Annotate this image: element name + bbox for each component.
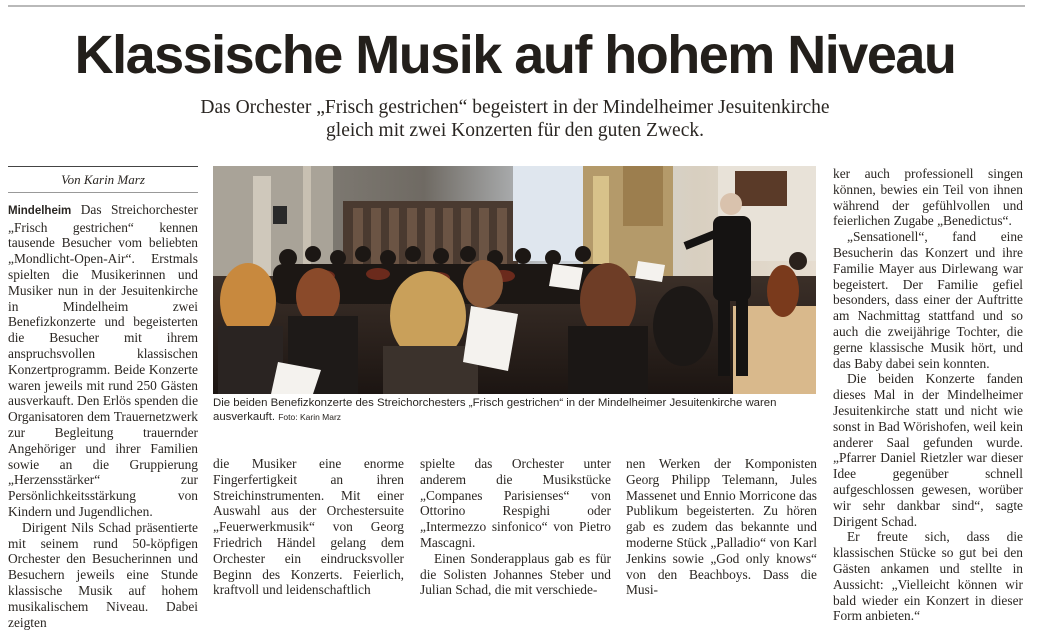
byline: Von Karin Marz [61,172,145,187]
lead-paragraph [8,202,198,520]
paragraph: Dirigent Nils Schad präsentierte mit seinem rund 50-köpfigen Orchester den Besucherinnen und Besuchern jeweils eine Stunde klassische Musik auf hohem musikalischem Niveau. Dabei zeigten [8,519,198,630]
photo-caption [213,396,817,424]
paragraph: ker auch professionell singen können, bewies ein Teil von ihnen während der gefühlvollen und feierlichen Zugabe „Benedictus“. [833,166,1023,229]
article-column-5 [833,166,1023,624]
caption-text: Die beiden Benefizkonzerte des Streichorchesters „Frisch gestrichen“ in der Mindelheimer Jesuitenkirche waren ausverkauft. [213,397,777,423]
top-rule [8,5,1025,7]
paragraph: Er freute sich, dass die klassischen Stücke so gut bei den Gästen ankamen und stellte in Aussicht: „Vielleicht können wir bald wieder ein Konzert in dieser Form anbieten.“ [833,529,1023,624]
orchestra-photo [213,166,816,394]
article-column-4 [626,456,817,598]
subhead [0,96,1030,142]
subhead-line-1: Das Orchester „Frisch gestrichen“ begeistert in der Mindelheimer Jesuitenkirche [200,97,830,118]
article-column-2 [213,456,404,598]
lead-text: Das Streichorchester „Frisch gestrichen“ kennen tausende Besucher vom beliebten „Mondlicht-Open-Air“. Erstmals spielten die Musikerinnen und Musiker nun in der Jesuitenkirche in Mindelheim zwei Benefizkonzerte und begeisterten die Besucher mit ihrem anspruchsvollen klassischen Konzertprogramm. Beide Konzerte waren jeweils mit rund 250 Gästen ausverkauft. Den Erlös spenden die Organisatoren dem Trauernetzwerk zur Begleitung trauernder Angehöriger und ihrer Familien sowie an die Gruppierung „Herzensstärker“ zur Persönlichkeitsstärkung von Kindern und Jugendlichen. [8,201,199,519]
dateline: Mindelheim [8,204,72,217]
paragraph: spielte das Orchester unter anderem die Musikstücke „Companes Parisienses“ von Ottorino Respighi oder „Intermezzo sinfonico“ von Pietro Mascagni. [420,456,611,550]
paragraph: „Sensationell“, fand eine Besucherin das Konzert und ihre Familie Mayer aus Dirlewang war begeistert. Der Familie gefiel besonders, dass einer der Auftritte am Nachmittag stattfand und so auch die zweijährige Tochter, die gerne klassische Musik hört, und das Baby dabei sein konnten. [833,229,1023,371]
headline: Klassische Musik auf hohem Niveau [74,25,956,85]
paragraph: die Musiker eine enorme Fingerfertigkeit an ihren Streichinstrumenten. Mit einer Auswahl aus der Orchestersuite „Feuerwerkmusik“ von Georg Friedrich Händel gelang dem Orchester ein eindrucksvoller Beginn des Konzerts. Feierlich, kraftvoll und leidenschaftlich [213,456,404,598]
byline-box [8,166,198,193]
article-column-1 [8,166,198,630]
article-column-3 [420,456,611,598]
subhead-line-2: gleich mit zwei Konzerten für den guten Zweck. [326,120,704,141]
paragraph: nen Werken der Komponisten Georg Philipp Telemann, Jules Massenet und Ennio Morricone das Publikum begeisterten. Zu hören gab es zudem das bekannte und moderne Stück „Palladio“ von Karl Jenkins sowie „God only knows“ von den Beachboys. Dass die Musi- [626,456,817,598]
paragraph: Einen Sonderapplaus gab es für die Solisten Johannes Steber und Julian Schad, die mit verschiede- [420,550,611,598]
photo-credit: Foto: Karin Marz [278,412,342,422]
paragraph: Die beiden Konzerte fanden dieses Mal in der Mindelheimer Jesuitenkirche statt und nicht wie sonst in Bad Wörishofen, weil kein anderer Saal gefunden wurde. „Pfarrer Daniel Rietzler war dieser Idee gegenüber schnell aufgeschlossen gewesen, worüber wir sehr dankbar sind“, sagte Dirigent Schad. [833,371,1023,529]
